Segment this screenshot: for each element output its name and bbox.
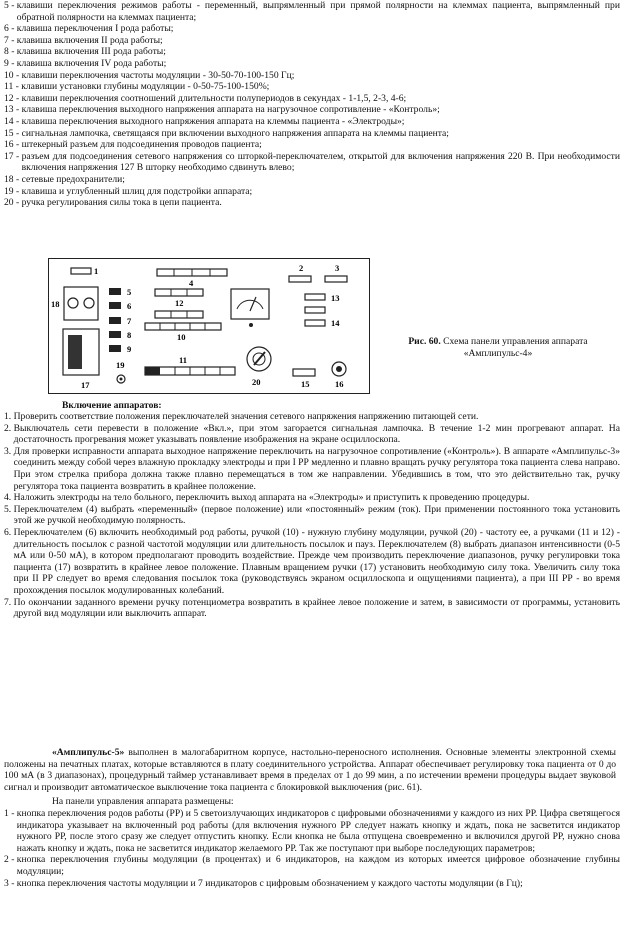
- item-number: 4.: [4, 492, 14, 504]
- item-number: 12 -: [4, 92, 22, 104]
- label-2: 2: [299, 263, 304, 273]
- item-text: клавиши переключения соотношений длительности полупериодов в секундах - 1-1,5, 2-3, 4-6;: [21, 92, 407, 104]
- label-14: 14: [331, 318, 340, 328]
- item-text: клавиша переключения I рода работы;: [16, 23, 174, 35]
- list-item: [4, 174, 620, 186]
- label-16: 16: [335, 379, 344, 389]
- list-item: [4, 492, 620, 504]
- inclusion-title: Включение аппаратов:: [62, 400, 162, 411]
- label-17: 17: [81, 380, 90, 390]
- item-text: кнопка переключения частоты модуляции и 7 индикаторов с цифровым обозначением у каждого частоты модуляции (в Гц);: [16, 877, 523, 889]
- list-item: [4, 411, 620, 423]
- amplipuls5-paragraph: [0, 747, 620, 793]
- list-item: [4, 93, 620, 105]
- item-number: 10 -: [4, 69, 22, 81]
- label-12: 12: [175, 298, 184, 308]
- label-5: 5: [127, 287, 132, 297]
- element-2-rect: [289, 276, 311, 282]
- item-text: клавиша включения II рода работы;: [16, 34, 163, 46]
- item-number: 16 -: [4, 139, 22, 151]
- amplipuls5-text: выполнен в малогабаритном корпусе, настольно-переносного исполнения. Основные элементы электронной схемы положены на печатных платах, которые вставляются в плату соединительного устройства. Аппарат обеспечивает регулировку тока пациента от 0 до 100 мА (в 3 диапазонах), процедурный таймер устанавливает время в пределах от 1 до 99 мин, а по истечении времени процедуры выдает звуковой сигнал и производит автоматическое выключение тока пациента с блокировкой выключения (рис. 61).: [4, 747, 616, 793]
- list-item: [4, 854, 620, 877]
- list-item: [4, 504, 620, 527]
- element-13-key: [305, 294, 325, 300]
- list-item: [4, 46, 620, 58]
- item-text: клавиша включения III рода работы;: [16, 46, 166, 58]
- item-text: Проверить соответствие положения переключателей значения сетевого напряжения напряжению питающей сети.: [13, 411, 479, 422]
- item-number: 5 -: [4, 0, 17, 11]
- element-1-rect: [71, 268, 91, 274]
- item-number: 1 -: [4, 808, 17, 819]
- item-text: кнопка переключения родов работы (РР) и 5 светоизлучающих индикаторов с цифровыми обозначениями у каждого из них РР. Цифра светящегося индикатора указывает на включенный род работы (для включения нужного РР следует нажать кнопку и ждать, пока не засветится индикатор нужного РР, после этого сразу же следует отпустить кнопку. Если кнопка не была отпущена своевременно и включился другой РР, нужно снова нажать кнопку и ждать, пока не засветится индикатор желаемого РР. Так же поступают при выборе последующих параметров;: [16, 808, 620, 854]
- list-item: [4, 58, 620, 70]
- label-3: 3: [335, 263, 340, 273]
- list-item: [4, 128, 620, 140]
- item-text: По окончании заданного времени ручку потенциометра возвратить в крайнее левое положение и затем, в зависимости от программы, установить другой вид модуляции или выключить аппарат.: [13, 596, 620, 620]
- item-text: разъем для подсоединения сетевого напряжения со шторкой-переключателем, открытой для включения напряжения 220 В. При необходимости включения напряжения 127 В шторку необходимо сдвинуть влево;: [21, 150, 620, 174]
- item-text: Переключателем (6) включить необходимый род работы, ручкой (10) - нужную глубину модуляции, ручкой (20) - частоту ее, а ручками (11 и 12) - длительность посылок с разной частотой модуляции или длительность посылок и пауз. Переключателем (8) выбрать диапазон интенсивности (0-5 мА или 0-50 мА), в котором предполагают проводить воздействие. Прежде чем производить переключение диапазонов, ручку регулировки тока пациента (17) возвратить в крайнее левое положение. Плавным вращением ручки (17) установить необходимую силу тока. Увеличить силу тока при II РР следует во время следования посылок тока (руководствуясь экраном осциллоскопа и ощущениями пациента), а при III РР - во время прохождения посылок модулированных колебаний.: [13, 526, 620, 596]
- label-10: 10: [177, 332, 186, 342]
- item-text: Переключателем (4) выбрать «переменный» (первое положение) или «постоянный» режим (ток). При применении постоянного тока установить этой же ручкой необходимую полярность.: [13, 503, 620, 527]
- item-number: 8 -: [4, 46, 17, 58]
- item-number: 7.: [4, 596, 14, 608]
- item-text: клавиша включения IV рода работы;: [16, 57, 167, 69]
- element-10-keys: [145, 323, 221, 330]
- caption-title: Рис. 60.: [408, 336, 441, 347]
- item-number: 6.: [4, 526, 14, 538]
- label-1: 1: [94, 266, 99, 276]
- item-number: 3.: [4, 445, 14, 457]
- label-11: 11: [179, 355, 188, 365]
- list-item: [4, 597, 620, 620]
- item-text: штекерный разъем для подсоединения проводов пациента;: [21, 139, 262, 151]
- list-item: [4, 35, 620, 47]
- element-18-block: [64, 287, 98, 320]
- item-number: 2.: [4, 422, 14, 434]
- label-18: 18: [51, 299, 60, 309]
- label-6: 6: [127, 301, 132, 311]
- list-item: [4, 423, 620, 446]
- item-number: 9 -: [4, 57, 17, 69]
- inclusion-list: [0, 411, 620, 620]
- item-text: ручка регулирования силы тока в цепи пациента.: [21, 197, 222, 209]
- item-number: 1.: [4, 411, 14, 422]
- list-item: [4, 81, 620, 93]
- top-legend-list: [0, 0, 620, 209]
- element-5-key: [109, 288, 121, 295]
- list-item: [4, 70, 620, 82]
- item-number: 6 -: [4, 23, 17, 35]
- item-number: 18 -: [4, 173, 22, 185]
- label-4: 4: [189, 278, 194, 288]
- item-text: клавиша и углубленный шлиц для подстройки аппарата;: [21, 185, 253, 197]
- item-number: 13 -: [4, 104, 22, 116]
- label-7: 7: [127, 316, 132, 326]
- element-15-lamp: [293, 369, 315, 376]
- item-number: 3 -: [4, 877, 17, 889]
- amplipuls5-bold: «Амплипульс-5»: [52, 747, 125, 758]
- figure-caption: [380, 336, 616, 359]
- item-number: 2 -: [4, 854, 17, 866]
- panel-intro: На панели управления аппарата размещены:: [52, 796, 234, 807]
- item-text: сигнальная лампочка, светящаяся при включении выходного напряжения аппарата на клеммы пациента;: [21, 127, 449, 139]
- item-text: кнопка переключения глубины модуляции (в процентах) и 6 индикаторов, на каждом из которых имеется цифровое обозначение глубины модуляции;: [16, 854, 620, 877]
- label-15: 15: [301, 379, 310, 389]
- label-20: 20: [252, 377, 261, 387]
- list-item: [4, 23, 620, 35]
- list-item: [4, 104, 620, 116]
- label-9: 9: [127, 344, 132, 354]
- panel-figure: [48, 258, 370, 394]
- item-text: клавиши переключения режимов работы - переменный, выпрямленный при прямой полярности на клеммах пациента, выпрямленный при обратной полярности на клеммах пациента;: [16, 0, 620, 23]
- list-item: [4, 446, 620, 492]
- item-number: 7 -: [4, 34, 17, 46]
- item-number: 17 -: [4, 150, 22, 162]
- item-number: 14 -: [4, 115, 22, 127]
- item-text: клавиша переключения выходного напряжения аппарата на нагрузочное сопротивление - «Контроль»;: [21, 104, 440, 116]
- item-text: клавиша переключения выходного напряжения аппарата на клеммы пациента - «Электроды»;: [21, 115, 405, 127]
- element-14-key: [305, 320, 325, 326]
- label-8: 8: [127, 330, 132, 340]
- list-item: [4, 139, 620, 151]
- item-text: Наложить электроды на тело больного, переключить выход аппарата на «Электроды» и приступить к проведению процедуры.: [13, 492, 530, 504]
- list-item: [4, 151, 620, 174]
- item-number: 15 -: [4, 127, 22, 139]
- meter: [231, 289, 269, 319]
- list-item: [4, 197, 620, 209]
- element-12-keys: [155, 289, 203, 296]
- label-19: 19: [116, 360, 125, 370]
- item-text: сетевые предохранители;: [21, 173, 125, 185]
- list-item: [4, 878, 620, 890]
- item-text: клавиши установки глубины модуляции - 0-50-75-100-150%;: [21, 81, 270, 93]
- item-text: Для проверки исправности аппарата выходное напряжение переключить на нагрузочное сопротивление («Контроль»). В аппарате «Амплипульс-3» соединить между собой через влажную прокладку электроды и при I РР медленно и плавно вращать ручку регулятора тока пациента слева направо. При этом стрелка прибора должна также плавно перемещаться в том же направлении. Убедившись в том, что это действительно так, ручку регулятора тока пациента возвратить в крайнее положение.: [13, 445, 620, 492]
- item-number: 20 -: [4, 197, 22, 209]
- list-item: [4, 0, 620, 23]
- list-item: [4, 808, 620, 854]
- item-number: 11 -: [4, 81, 22, 93]
- caption-text: Схема панели управления аппарата «Амплипульс-4»: [443, 336, 588, 359]
- panel-diagram: [49, 259, 369, 393]
- panel-items-list: [0, 808, 620, 889]
- list-item: [4, 186, 620, 198]
- list-item: [4, 527, 620, 597]
- item-text: клавиши переключения частоты модуляции - 30-50-70-100-150 Гц;: [21, 69, 295, 81]
- item-number: 5.: [4, 503, 14, 515]
- element-3-rect: [325, 276, 347, 282]
- list-item: [4, 116, 620, 128]
- label-13: 13: [331, 293, 340, 303]
- item-number: 19 -: [4, 185, 22, 197]
- item-text: Выключатель сети перевести в положение «Вкл.», при этом загорается сигнальная лампочка. В течение 1-2 мин прогревают аппарат. На достаточность прогревания может указывать появление изображения на экране осциллоскопа.: [13, 422, 620, 446]
